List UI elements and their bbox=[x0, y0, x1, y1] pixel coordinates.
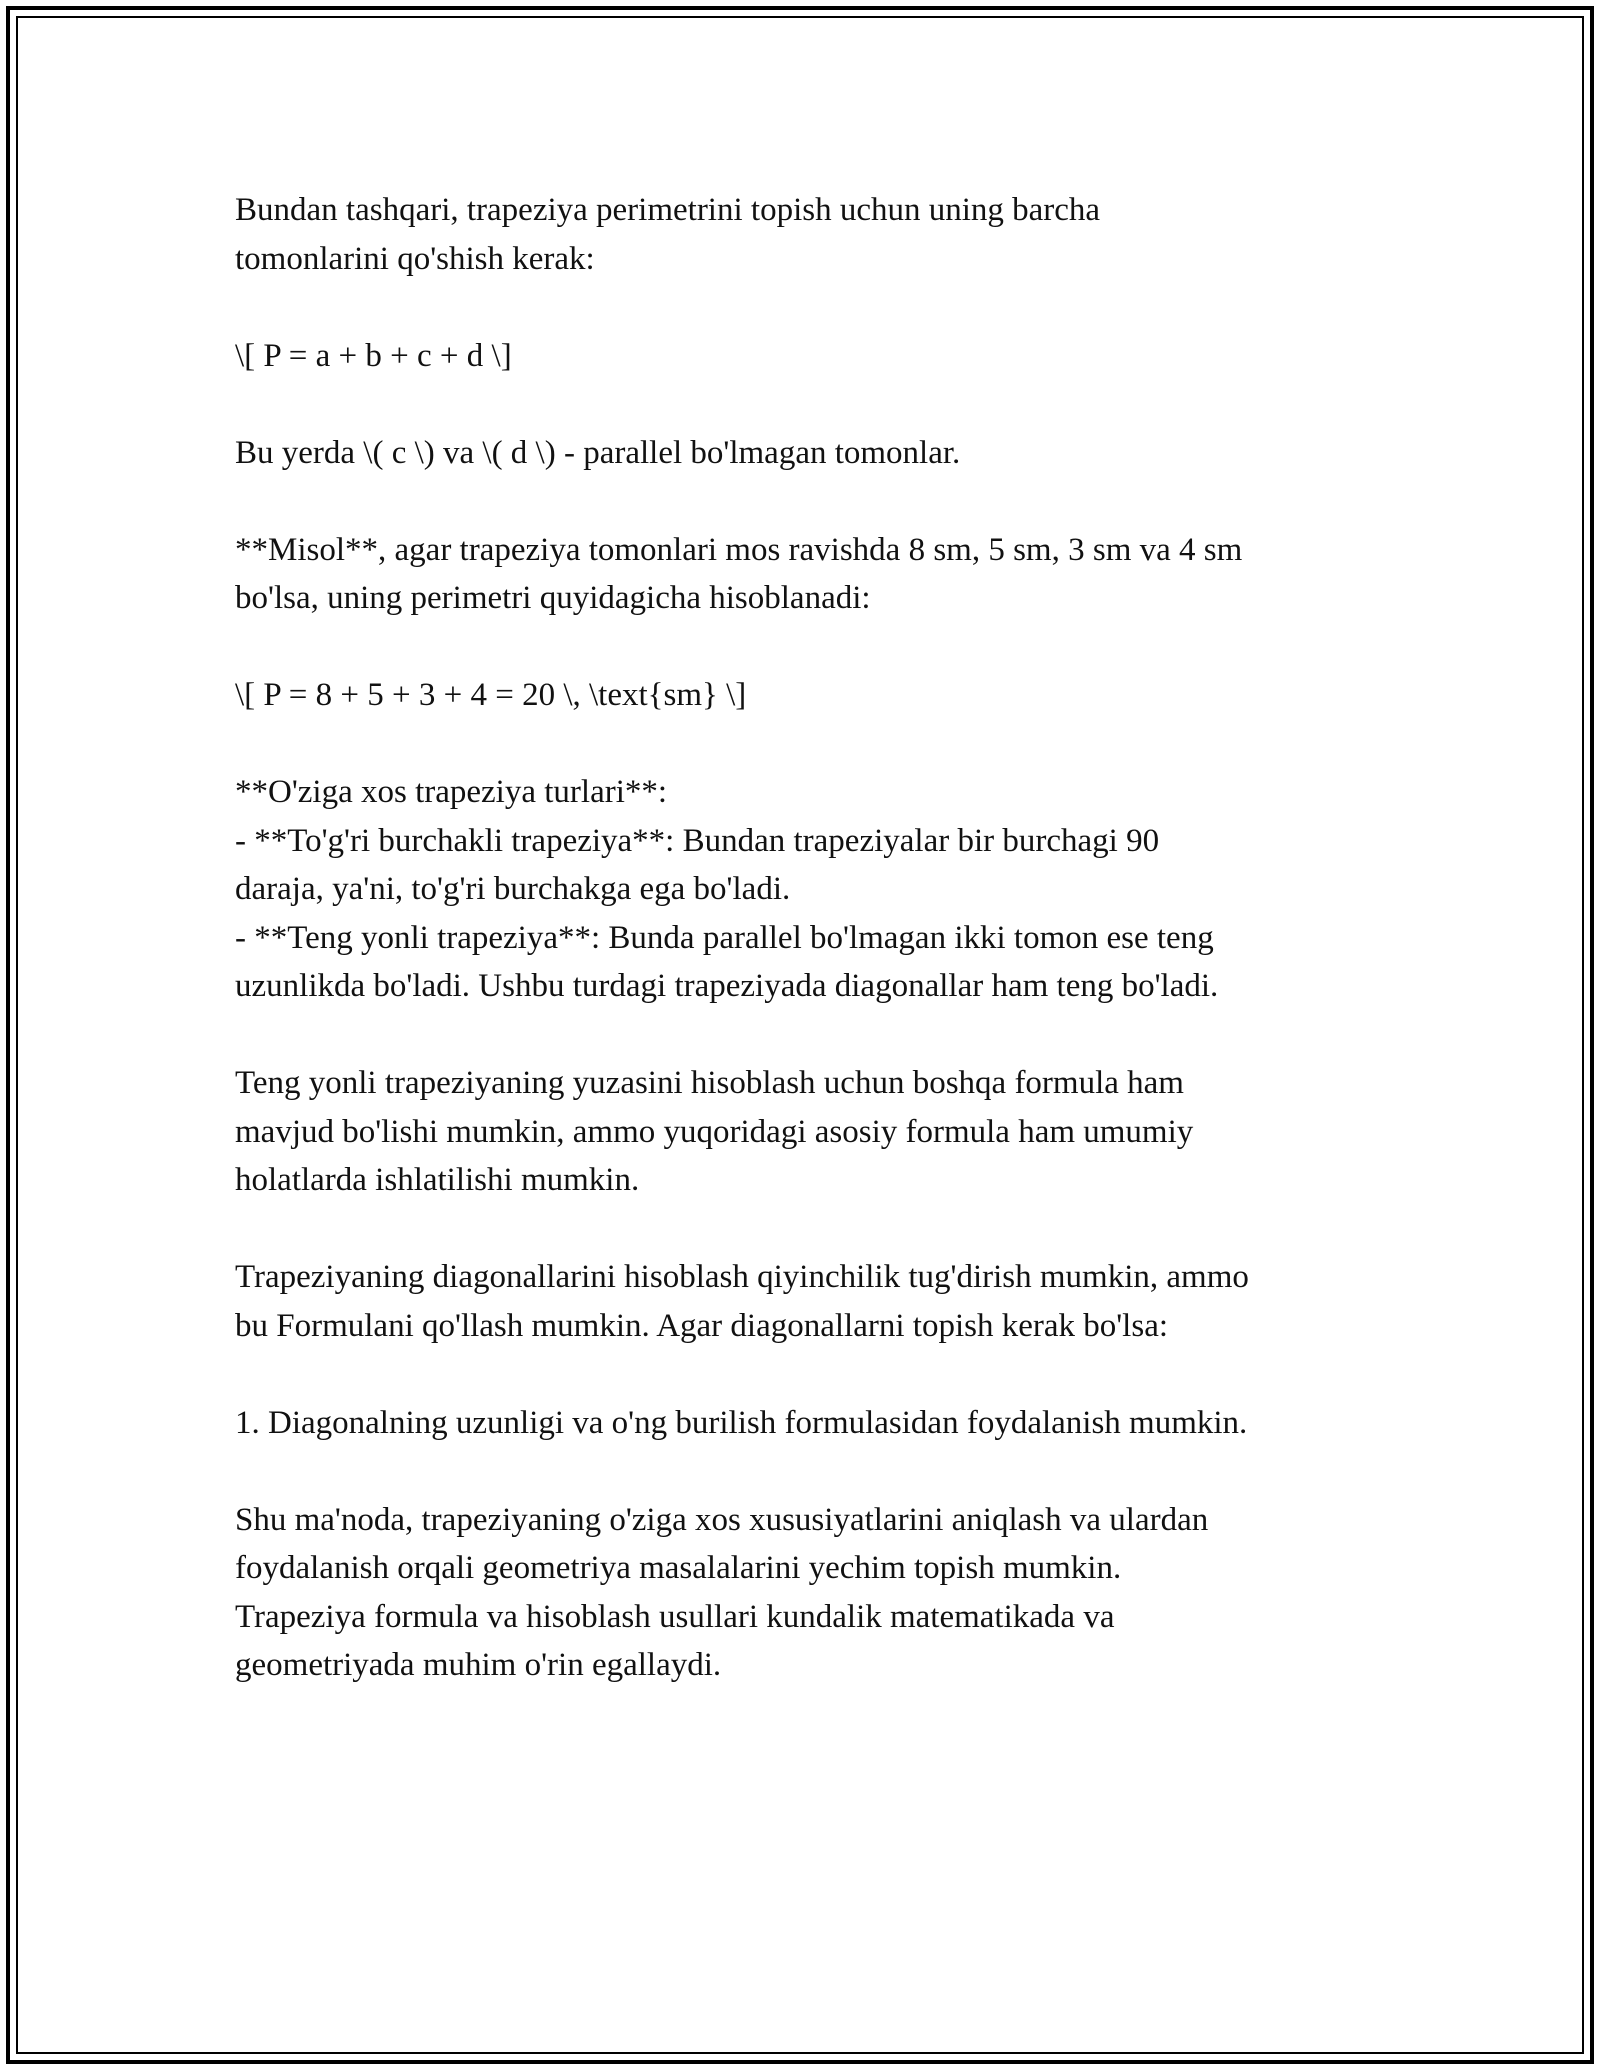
text-line: mavjud bo'lishi mumkin, ammo yuqoridagi asosiy formula ham umumiy bbox=[235, 1113, 1194, 1150]
text-line: Shu ma'noda, trapeziyaning o'ziga xos xususiyatlarini aniqlash va ulardan bbox=[235, 1501, 1209, 1538]
text-line: - **Teng yonli trapeziya**: Bunda parallel bo'lmagan ikki tomon ese teng bbox=[235, 919, 1214, 956]
text-line: Bundan tashqari, trapeziya perimetrini topish uchun uning barcha bbox=[235, 192, 1101, 228]
text-line: tomonlarini qo'shish kerak: bbox=[235, 240, 595, 277]
paragraph-isosceles-area bbox=[235, 1059, 1385, 1205]
text-line: \[ P = a + b + c + d \] bbox=[235, 337, 512, 374]
paragraph-trapezoid-types bbox=[235, 768, 1385, 1011]
text-line: Bu yerda \( c \) va \( d \) - parallel bo'lmagan tomonlar. bbox=[235, 434, 961, 471]
text-line: holatlarda ishlatilishi mumkin. bbox=[235, 1162, 640, 1198]
text-line: \[ P = 8 + 5 + 3 + 4 = 20 \, \text{sm} \] bbox=[235, 677, 747, 713]
list-item-diagonal-method bbox=[235, 1399, 1385, 1448]
text-line: foydalanish orqali geometriya masalalarini yechim topish mumkin. bbox=[235, 1550, 1122, 1586]
text-line: bo'lsa, uning perimetri quyidagicha hisoblanadi: bbox=[235, 580, 871, 616]
text-line: uzunlikda bo'ladi. Ushbu turdagi trapeziyada diagonallar ham teng bo'ladi. bbox=[235, 968, 1219, 1004]
paragraph-perimeter-intro bbox=[235, 186, 1385, 283]
paragraph-diagonals bbox=[235, 1253, 1385, 1350]
text-line: **Misol**, agar trapeziya tomonlari mos ravishda 8 sm, 5 sm, 3 sm va 4 sm bbox=[235, 531, 1243, 568]
formula-perimeter bbox=[235, 332, 1385, 381]
paragraph-example bbox=[235, 526, 1385, 623]
paragraph-sides-explanation bbox=[235, 429, 1385, 478]
formula-example bbox=[235, 671, 1385, 720]
document-body bbox=[235, 186, 1385, 1690]
text-line: bu Formulani qo'llash mumkin. Agar diagonallarni topish kerak bo'lsa: bbox=[235, 1307, 1169, 1344]
text-line: daraja, ya'ni, to'g'ri burchakga ega bo'ladi. bbox=[235, 871, 791, 907]
text-line: Trapeziyaning diagonallarini hisoblash qiyinchilik tug'dirish mumkin, ammo bbox=[235, 1259, 1249, 1295]
text-line: Trapeziya formula va hisoblash usullari kundalik matematikada va bbox=[235, 1598, 1115, 1635]
text-line: geometriyada muhim o'rin egallaydi. bbox=[235, 1647, 722, 1683]
text-line: **O'ziga xos trapeziya turlari**: bbox=[235, 774, 668, 810]
text-line: 1. Diagonalning uzunligi va o'ng burilish formulasidan foydalanish mumkin. bbox=[235, 1404, 1248, 1441]
text-line: Teng yonli trapeziyaning yuzasini hisoblash uchun boshqa formula ham bbox=[235, 1065, 1184, 1101]
paragraph-conclusion bbox=[235, 1496, 1385, 1690]
text-line: - **To'g'ri burchakli trapeziya**: Bundan trapeziyalar bir burchagi 90 bbox=[235, 822, 1160, 859]
